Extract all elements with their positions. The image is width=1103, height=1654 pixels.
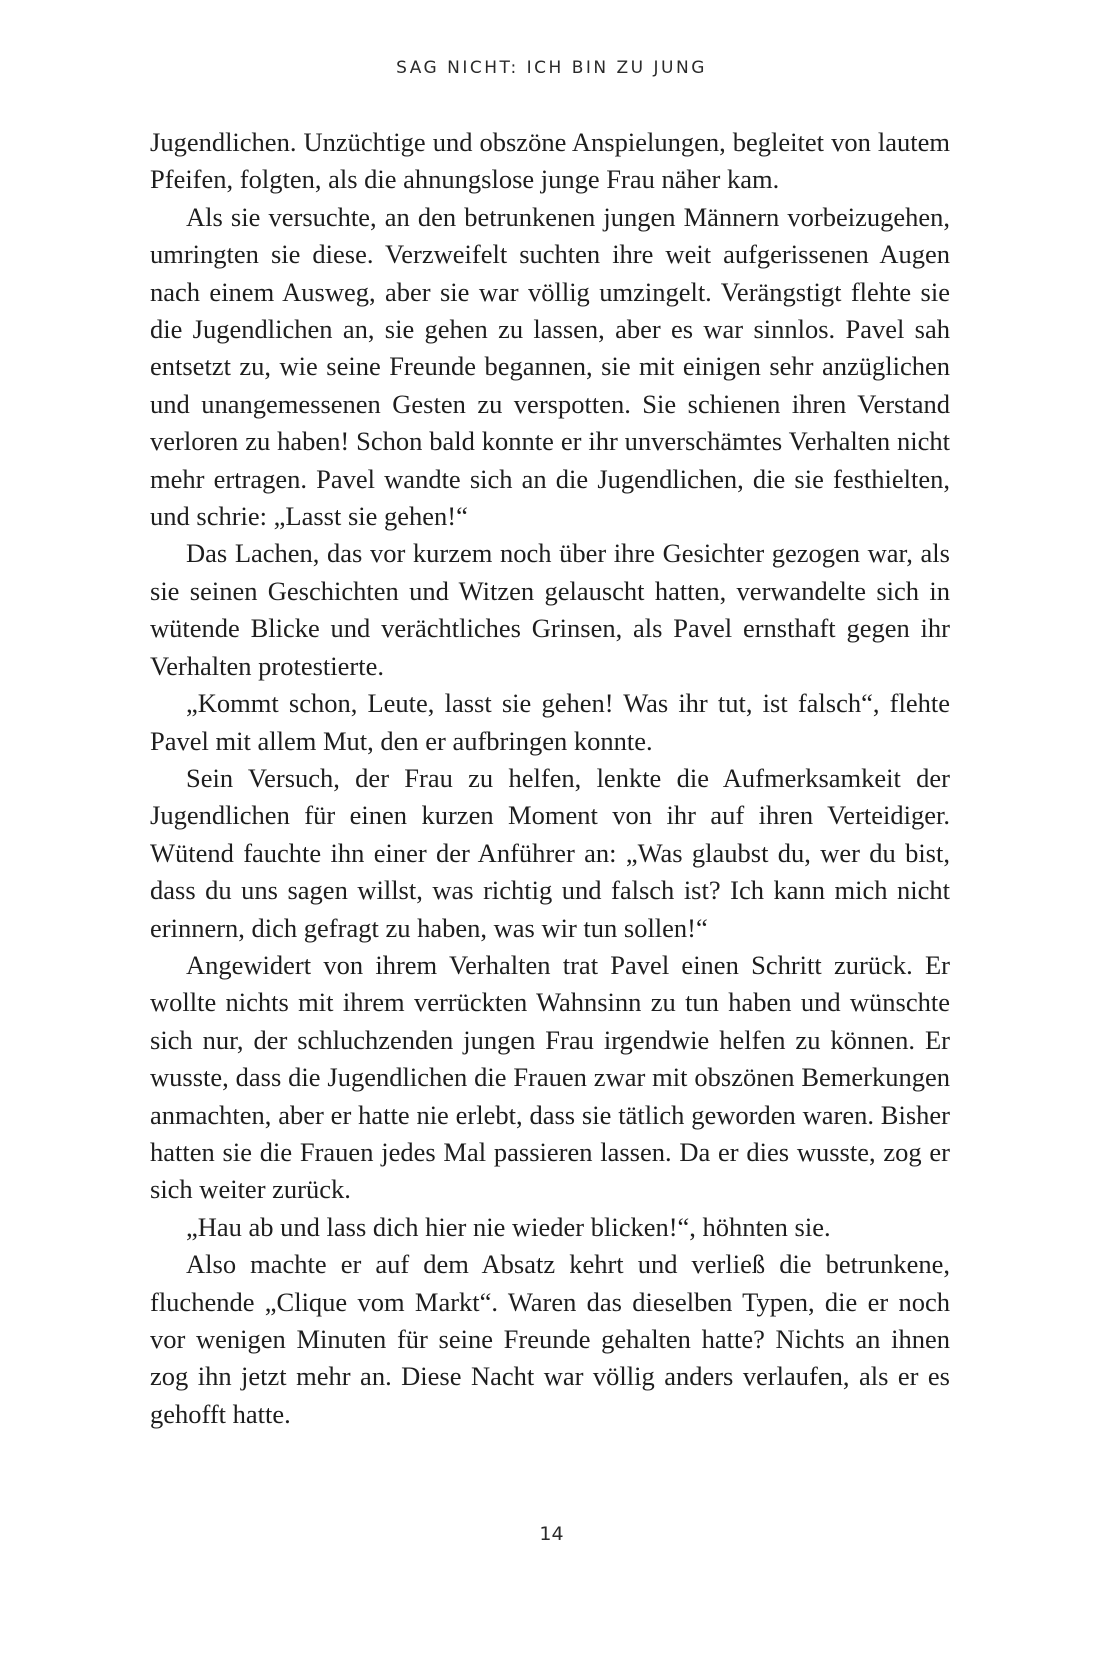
paragraph-3: Das Lachen, das vor kurzem noch über ihre Gesichter gezogen war, als sie seinen Geschichten und Witzen gelauscht hatten, verwandelte sich in wütende Blicke und verächtliches Grinsen, als Pavel ernsthaft gegen ihr Verhalten protestierte.	[150, 538, 950, 681]
paragraph-1: Jugendlichen. Unzüchtige und obszöne Anspielungen, begleitet von lautem Pfeifen, folgten, als die ahnungslose junge Frau näher kam.	[150, 127, 950, 195]
paragraph-4: „Kommt schon, Leute, lasst sie gehen! Was ihr tut, ist falsch“, flehte Pavel mit allem Mut, den er aufbringen konnte.	[150, 688, 950, 756]
paragraph-7: „Hau ab und lass dich hier nie wieder blicken!“, höhnten sie.	[186, 1211, 831, 1242]
page-number: 14	[539, 1523, 564, 1545]
paragraph-5: Sein Versuch, der Frau zu helfen, lenkte die Aufmerksamkeit der Jugendlichen für einen kurzen Moment von ihr auf ihren Verteidiger. Wütend fauchte ihn einer der Anführer an: „Was glaubst du, wer du bist, dass du uns sagen willst, was richtig und falsch ist? Ich kann mich nicht erinnern, dich gefragt zu haben, was wir tun sollen!“	[150, 762, 950, 943]
running-head: SAG NICHT: ICH BIN ZU JUNG	[396, 58, 707, 78]
paragraph-6: Angewidert von ihrem Verhalten trat Pavel einen Schritt zurück. Er wollte nichts mit ihrem verrückten Wahnsinn zu tun haben und wünschte sich nur, der schluchzenden jungen Frau irgendwie helfen zu können. Er wusste, dass die Jugendlichen die Frauen zwar mit obszönen Bemerkungen anmachten, aber er hatte nie erlebt, dass sie tätlich geworden waren. Bisher hatten sie die Frauen jedes Mal passieren lassen. Da er dies wusste, zog er sich weiter zurück.	[150, 949, 950, 1205]
paragraph-2: Als sie versuchte, an den betrunkenen jungen Männern vorbeizugehen, umringten sie diese. Verzweifelt suchten ihre weit aufgerissenen Augen nach einem Ausweg, aber sie war völlig umzingelt. Verängstigt flehte sie die Jugendlichen an, sie gehen zu lassen, aber es war sinnlos. Pavel sah entsetzt zu, wie seine Freunde begannen, sie mit einigen sehr anzüglichen und unangemessenen Gesten zu verspotten. Sie schienen ihren Verstand verloren zu haben! Schon bald konnte er ihr unverschämtes Verhalten nicht mehr ertragen. Pavel wandte sich an die Jugendlichen, die sie festhielten, und schrie: „Lasst sie gehen!“	[150, 201, 950, 532]
paragraph-8: Also machte er auf dem Absatz kehrt und verließ die betrunkene, fluchende „Clique vom Markt“. Waren das dieselben Typen, die er noch vor wenigen Minuten für seine Freunde gehalten hatte? Nichts an ihnen zog ihn jetzt mehr an. Diese Nacht war völlig anders verlaufen, als er es gehofft hatte.	[150, 1249, 950, 1429]
body-text	[150, 124, 950, 1433]
